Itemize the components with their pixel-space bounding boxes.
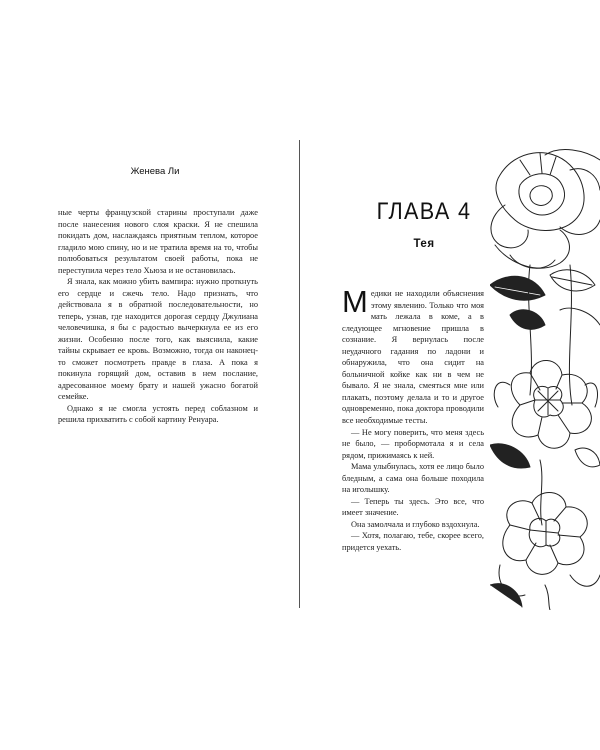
- left-paragraph: Я знала, как можно убить вампира: нужно проткнуть его сердце и сжечь тело. Надо признать, что действовала я в обратной последовательности, но теперь, узнав, где находится дорогая сердцу Джулиана человечишка, я бы с радостью вычеркнула ее из его жизни. Особенно после того, как выяснила, какие тайны скрывает ее кровь. Возможно, тогда он наконец-то сможет посмотреть правде в глаза. А пока я покинула горящий дом, оставив в нем послание, адресованное моему брату и нашей ужасно богатой семейке.: [58, 277, 258, 401]
- opening-paragraph: [342, 284, 484, 427]
- right-paragraph: — Не могу поверить, что меня здесь не было, — пробормотала я и села рядом, прижимаясь к ней.: [342, 427, 484, 460]
- chapter-subtitle: Тея: [413, 238, 435, 250]
- middle-flower-icon: [494, 360, 597, 448]
- right-paragraph: Мама улыбнулась, хотя ее лицо было бледным, а сама она больше походила на иголышку.: [342, 462, 484, 495]
- chapter-title: ГЛАВА 4: [376, 198, 472, 225]
- left-paragraph: Однако я не смогла устоять перед соблазном и решила прихватить с собой картину Ренуара.: [58, 403, 258, 424]
- running-head-author: Женева Ли: [130, 166, 180, 177]
- opening-paragraph-text: едики не находили объяснения этому явлению. Только что моя мать лежала в коме, а в следующее мгновение пришла в сознание. Я вернулась после неудачного гадания по ладони и обнаружила, что она сидит на больничной койке как ни в чем не бывало. Я не знала, смеяться мне или плакать, поэтому делала и то и другое одновременно, пока доктора проводили все необходимые тесты.: [342, 289, 484, 426]
- drop-cap: М: [342, 284, 368, 319]
- page-gutter-divider: [299, 140, 300, 608]
- left-paragraph: ные черты французской старины проступали даже после нанесения нового слоя краски. Я не спешила покидать дом, наслаждаясь приятным теплом, которое гладило мою спину, но и не тратила время на то, чтобы полюбоваться результатом своей работы, пока не переступила через тело Хьюза и не остановилась.: [58, 208, 258, 275]
- top-flower-icon: [491, 150, 600, 269]
- right-paragraph: Она замолчала и глубоко вздохнула.: [351, 519, 480, 529]
- right-paragraph: — Теперь ты здесь. Это все, что имеет значение.: [342, 496, 484, 518]
- left-page-body: [58, 207, 258, 426]
- bottom-flower-icon: [499, 492, 600, 595]
- floral-illustration: [490, 145, 600, 610]
- right-paragraph: — Хотя, полагаю, тебе, скорее всего, придется уехать.: [342, 531, 484, 553]
- right-page-body: [342, 284, 484, 554]
